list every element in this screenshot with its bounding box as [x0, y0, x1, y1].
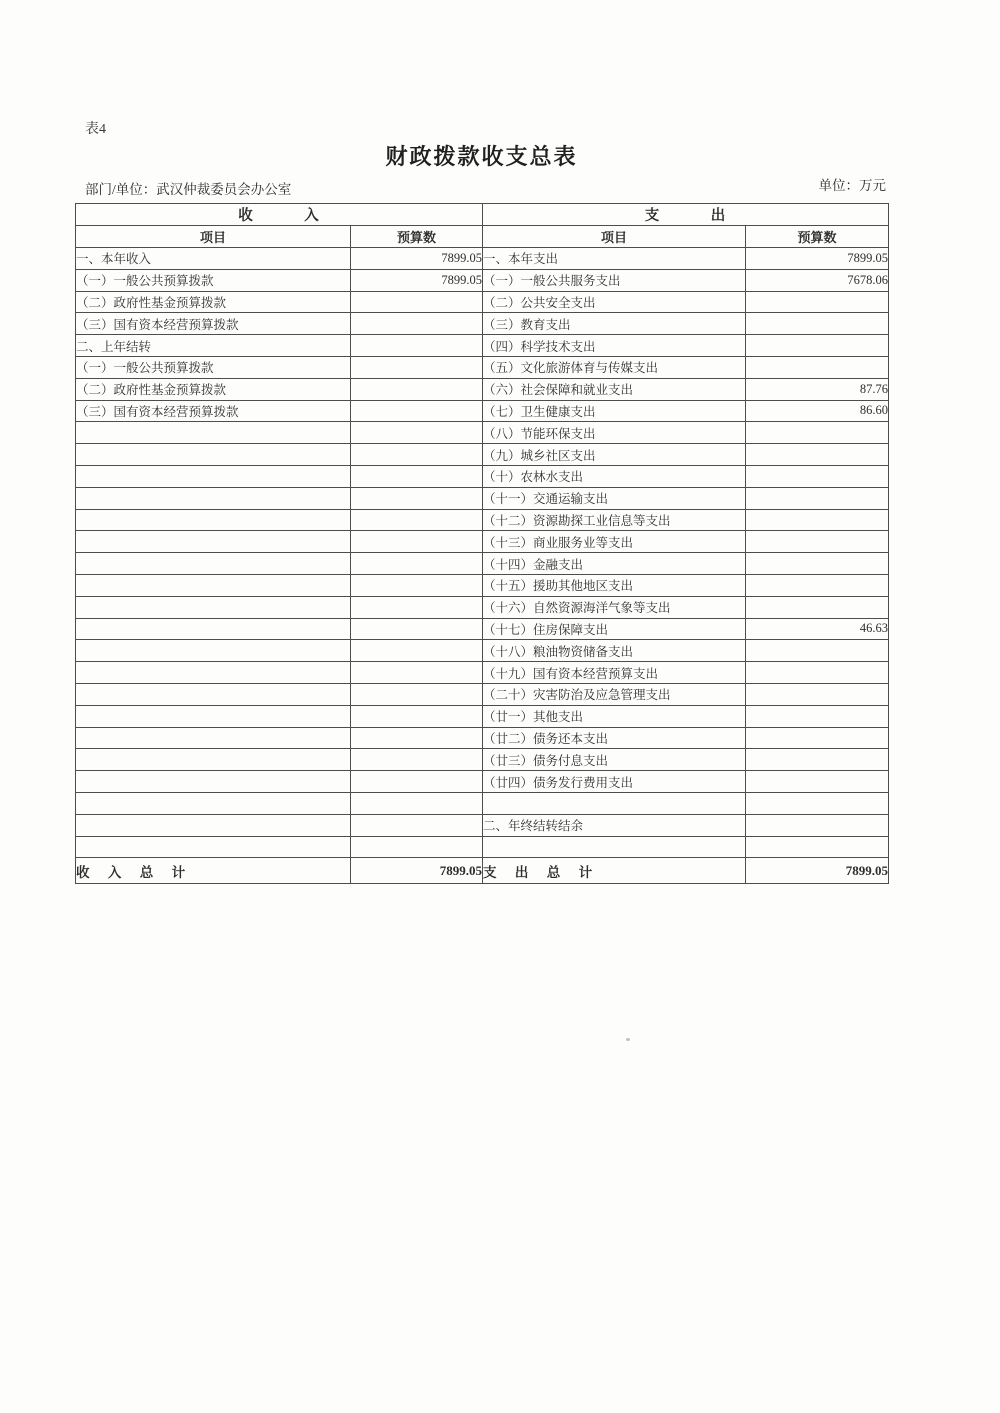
table-row: [76, 618, 889, 640]
expense-item-cell: （十）农林水支出: [483, 465, 746, 487]
income-value-cell: [351, 618, 483, 640]
income-item-cell: [76, 640, 351, 662]
table-row: [76, 792, 889, 814]
expense-item-cell: （十九）国有资本经营预算支出: [483, 662, 746, 684]
expense-item-cell: （十四）金融支出: [483, 553, 746, 575]
expense-item-cell: （三）教育支出: [483, 313, 746, 335]
expense-item-cell: （八）节能环保支出: [483, 422, 746, 444]
expense-value-cell: [746, 553, 889, 575]
income-item-cell: [76, 596, 351, 618]
income-item-cell: [76, 487, 351, 509]
table-row: [76, 465, 889, 487]
expense-item-cell: （廿一）其他支出: [483, 705, 746, 727]
income-item-cell: [76, 531, 351, 553]
expense-item-cell: （四）科学技术支出: [483, 335, 746, 357]
income-item-cell: [76, 683, 351, 705]
expense-value-cell: [746, 356, 889, 378]
table-row: [76, 444, 889, 466]
expense-item-cell: （二十）灾害防治及应急管理支出: [483, 683, 746, 705]
expense-value-cell: 87.76: [746, 378, 889, 400]
table-row: [76, 400, 889, 422]
table-row: [76, 771, 889, 793]
income-value-cell: [351, 705, 483, 727]
expense-item-cell: （十三）商业服务业等支出: [483, 531, 746, 553]
income-value-cell: [351, 356, 483, 378]
income-item-cell: 一、本年收入: [76, 248, 351, 270]
income-item-cell: （一）一般公共预算拨款: [76, 356, 351, 378]
expense-value-cell: 7899.05: [746, 248, 889, 270]
income-value-cell: 7899.05: [351, 248, 483, 270]
income-value-cell: [351, 400, 483, 422]
income-value-cell: [351, 749, 483, 771]
table-row: [76, 335, 889, 357]
income-item-cell: [76, 727, 351, 749]
expense-item-cell: （七）卫生健康支出: [483, 400, 746, 422]
table-row: [76, 378, 889, 400]
income-item-cell: （三）国有资本经营预算拨款: [76, 313, 351, 335]
income-value-cell: [351, 291, 483, 313]
currency-unit-label: 单位：万元: [818, 178, 886, 193]
table-row: [76, 596, 889, 618]
income-value-cell: [351, 836, 483, 858]
income-value-cell: [351, 531, 483, 553]
income-item-cell: 二、上年结转: [76, 335, 351, 357]
income-item-cell: [76, 749, 351, 771]
expense-value-cell: [746, 640, 889, 662]
expense-item-cell: （六）社会保障和就业支出: [483, 378, 746, 400]
income-value-cell: [351, 553, 483, 575]
income-item-cell: [76, 705, 351, 727]
income-value-cell: [351, 487, 483, 509]
table-row: [76, 574, 889, 596]
table-row: [76, 487, 889, 509]
income-item-cell: [76, 465, 351, 487]
income-value-cell: 7899.05: [351, 269, 483, 291]
expense-value-cell: [746, 574, 889, 596]
expense-item-cell: （九）城乡社区支出: [483, 444, 746, 466]
income-value-cell: [351, 683, 483, 705]
department-unit-label: 部门/单位：武汉仲裁委员会办公室: [85, 182, 292, 197]
expense-item-cell: （十二）资源勘探工业信息等支出: [483, 509, 746, 531]
expense-value-cell: 86.60: [746, 400, 889, 422]
section-header-row: [76, 204, 889, 226]
expense-value-cell: [746, 792, 889, 814]
expense-value-cell: [746, 662, 889, 684]
income-value-cell: [351, 378, 483, 400]
table-row: [76, 422, 889, 444]
income-item-cell: （三）国有资本经营预算拨款: [76, 400, 351, 422]
expense-value-cell: [746, 335, 889, 357]
expense-total-value: 7899.05: [746, 858, 889, 884]
income-value-cell: [351, 771, 483, 793]
fiscal-appropriation-table: [75, 203, 889, 884]
table-row: [76, 248, 889, 270]
income-total-label: 收 入 总 计: [76, 858, 351, 884]
expense-total-label: 支 出 总 计: [483, 858, 746, 884]
income-item-cell: [76, 662, 351, 684]
page-title: 财政拨款收支总表: [385, 144, 578, 169]
income-item-cell: [76, 618, 351, 640]
income-section-header: 收 入: [76, 204, 483, 226]
table-row: [76, 662, 889, 684]
expense-value-cell: [746, 531, 889, 553]
expense-item-cell: （二）公共安全支出: [483, 291, 746, 313]
expense-item-cell: （十一）交通运输支出: [483, 487, 746, 509]
scan-speck: [626, 1038, 630, 1041]
expense-budget-column-header: 预算数: [746, 226, 889, 248]
table-row: [76, 356, 889, 378]
table-row: [76, 683, 889, 705]
income-item-cell: （一）一般公共预算拨款: [76, 269, 351, 291]
expense-item-cell: （廿三）债务付息支出: [483, 749, 746, 771]
expense-item-cell: （十六）自然资源海洋气象等支出: [483, 596, 746, 618]
expense-value-cell: [746, 836, 889, 858]
expense-item-cell: 二、年终结转结余: [483, 814, 746, 836]
sheet-number-label: 表4: [85, 122, 106, 137]
income-value-cell: [351, 792, 483, 814]
table-row: [76, 814, 889, 836]
income-item-cell: （二）政府性基金预算拨款: [76, 291, 351, 313]
table-row: [76, 705, 889, 727]
income-item-cell: （二）政府性基金预算拨款: [76, 378, 351, 400]
expense-item-cell: （十五）援助其他地区支出: [483, 574, 746, 596]
income-value-cell: [351, 727, 483, 749]
expense-value-cell: [746, 727, 889, 749]
expense-item-cell: （五）文化旅游体育与传媒支出: [483, 356, 746, 378]
table-meta-row: [75, 178, 888, 198]
grand-total-row: [76, 858, 889, 884]
expense-value-cell: [746, 683, 889, 705]
expense-value-cell: [746, 291, 889, 313]
table-foot: [76, 858, 889, 884]
expense-item-cell: [483, 836, 746, 858]
income-value-cell: [351, 465, 483, 487]
table-row: [76, 836, 889, 858]
income-value-cell: [351, 509, 483, 531]
expense-item-cell: （一）一般公共服务支出: [483, 269, 746, 291]
expense-value-cell: [746, 509, 889, 531]
expense-value-cell: [746, 596, 889, 618]
expense-item-column-header: 项目: [483, 226, 746, 248]
income-item-cell: [76, 814, 351, 836]
income-value-cell: [351, 444, 483, 466]
expense-item-cell: （十八）粮油物资储备支出: [483, 640, 746, 662]
expense-value-cell: [746, 771, 889, 793]
income-total-value: 7899.05: [351, 858, 483, 884]
income-item-column-header: 项目: [76, 226, 351, 248]
column-header-row: [76, 226, 889, 248]
table-row: [76, 509, 889, 531]
income-item-cell: [76, 574, 351, 596]
income-item-cell: [76, 792, 351, 814]
income-item-cell: [76, 771, 351, 793]
table-row: [76, 269, 889, 291]
expense-item-cell: 一、本年支出: [483, 248, 746, 270]
table-head: [76, 204, 889, 248]
expense-value-cell: [746, 705, 889, 727]
income-value-cell: [351, 574, 483, 596]
expense-value-cell: [746, 465, 889, 487]
table-row: [76, 291, 889, 313]
income-value-cell: [351, 422, 483, 444]
table-row: [76, 313, 889, 335]
income-value-cell: [351, 814, 483, 836]
expense-value-cell: [746, 313, 889, 335]
income-value-cell: [351, 335, 483, 357]
income-item-cell: [76, 553, 351, 575]
income-item-cell: [76, 836, 351, 858]
expense-item-cell: （十七）住房保障支出: [483, 618, 746, 640]
expense-value-cell: [746, 749, 889, 771]
expense-section-header: 支 出: [483, 204, 889, 226]
income-value-cell: [351, 313, 483, 335]
income-item-cell: [76, 422, 351, 444]
income-value-cell: [351, 662, 483, 684]
expense-value-cell: [746, 444, 889, 466]
table-row: [76, 640, 889, 662]
budget-table-body: [76, 248, 889, 858]
expense-item-cell: （廿四）债务发行费用支出: [483, 771, 746, 793]
expense-value-cell: [746, 814, 889, 836]
table-row: [76, 531, 889, 553]
expense-item-cell: （廿二）债务还本支出: [483, 727, 746, 749]
expense-value-cell: 7678.06: [746, 269, 889, 291]
income-budget-column-header: 预算数: [351, 226, 483, 248]
table-row: [76, 727, 889, 749]
expense-value-cell: [746, 487, 889, 509]
expense-value-cell: [746, 422, 889, 444]
table-row: [76, 553, 889, 575]
expense-value-cell: 46.63: [746, 618, 889, 640]
income-item-cell: [76, 444, 351, 466]
income-value-cell: [351, 640, 483, 662]
income-value-cell: [351, 596, 483, 618]
income-item-cell: [76, 509, 351, 531]
table-row: [76, 749, 889, 771]
expense-item-cell: [483, 792, 746, 814]
